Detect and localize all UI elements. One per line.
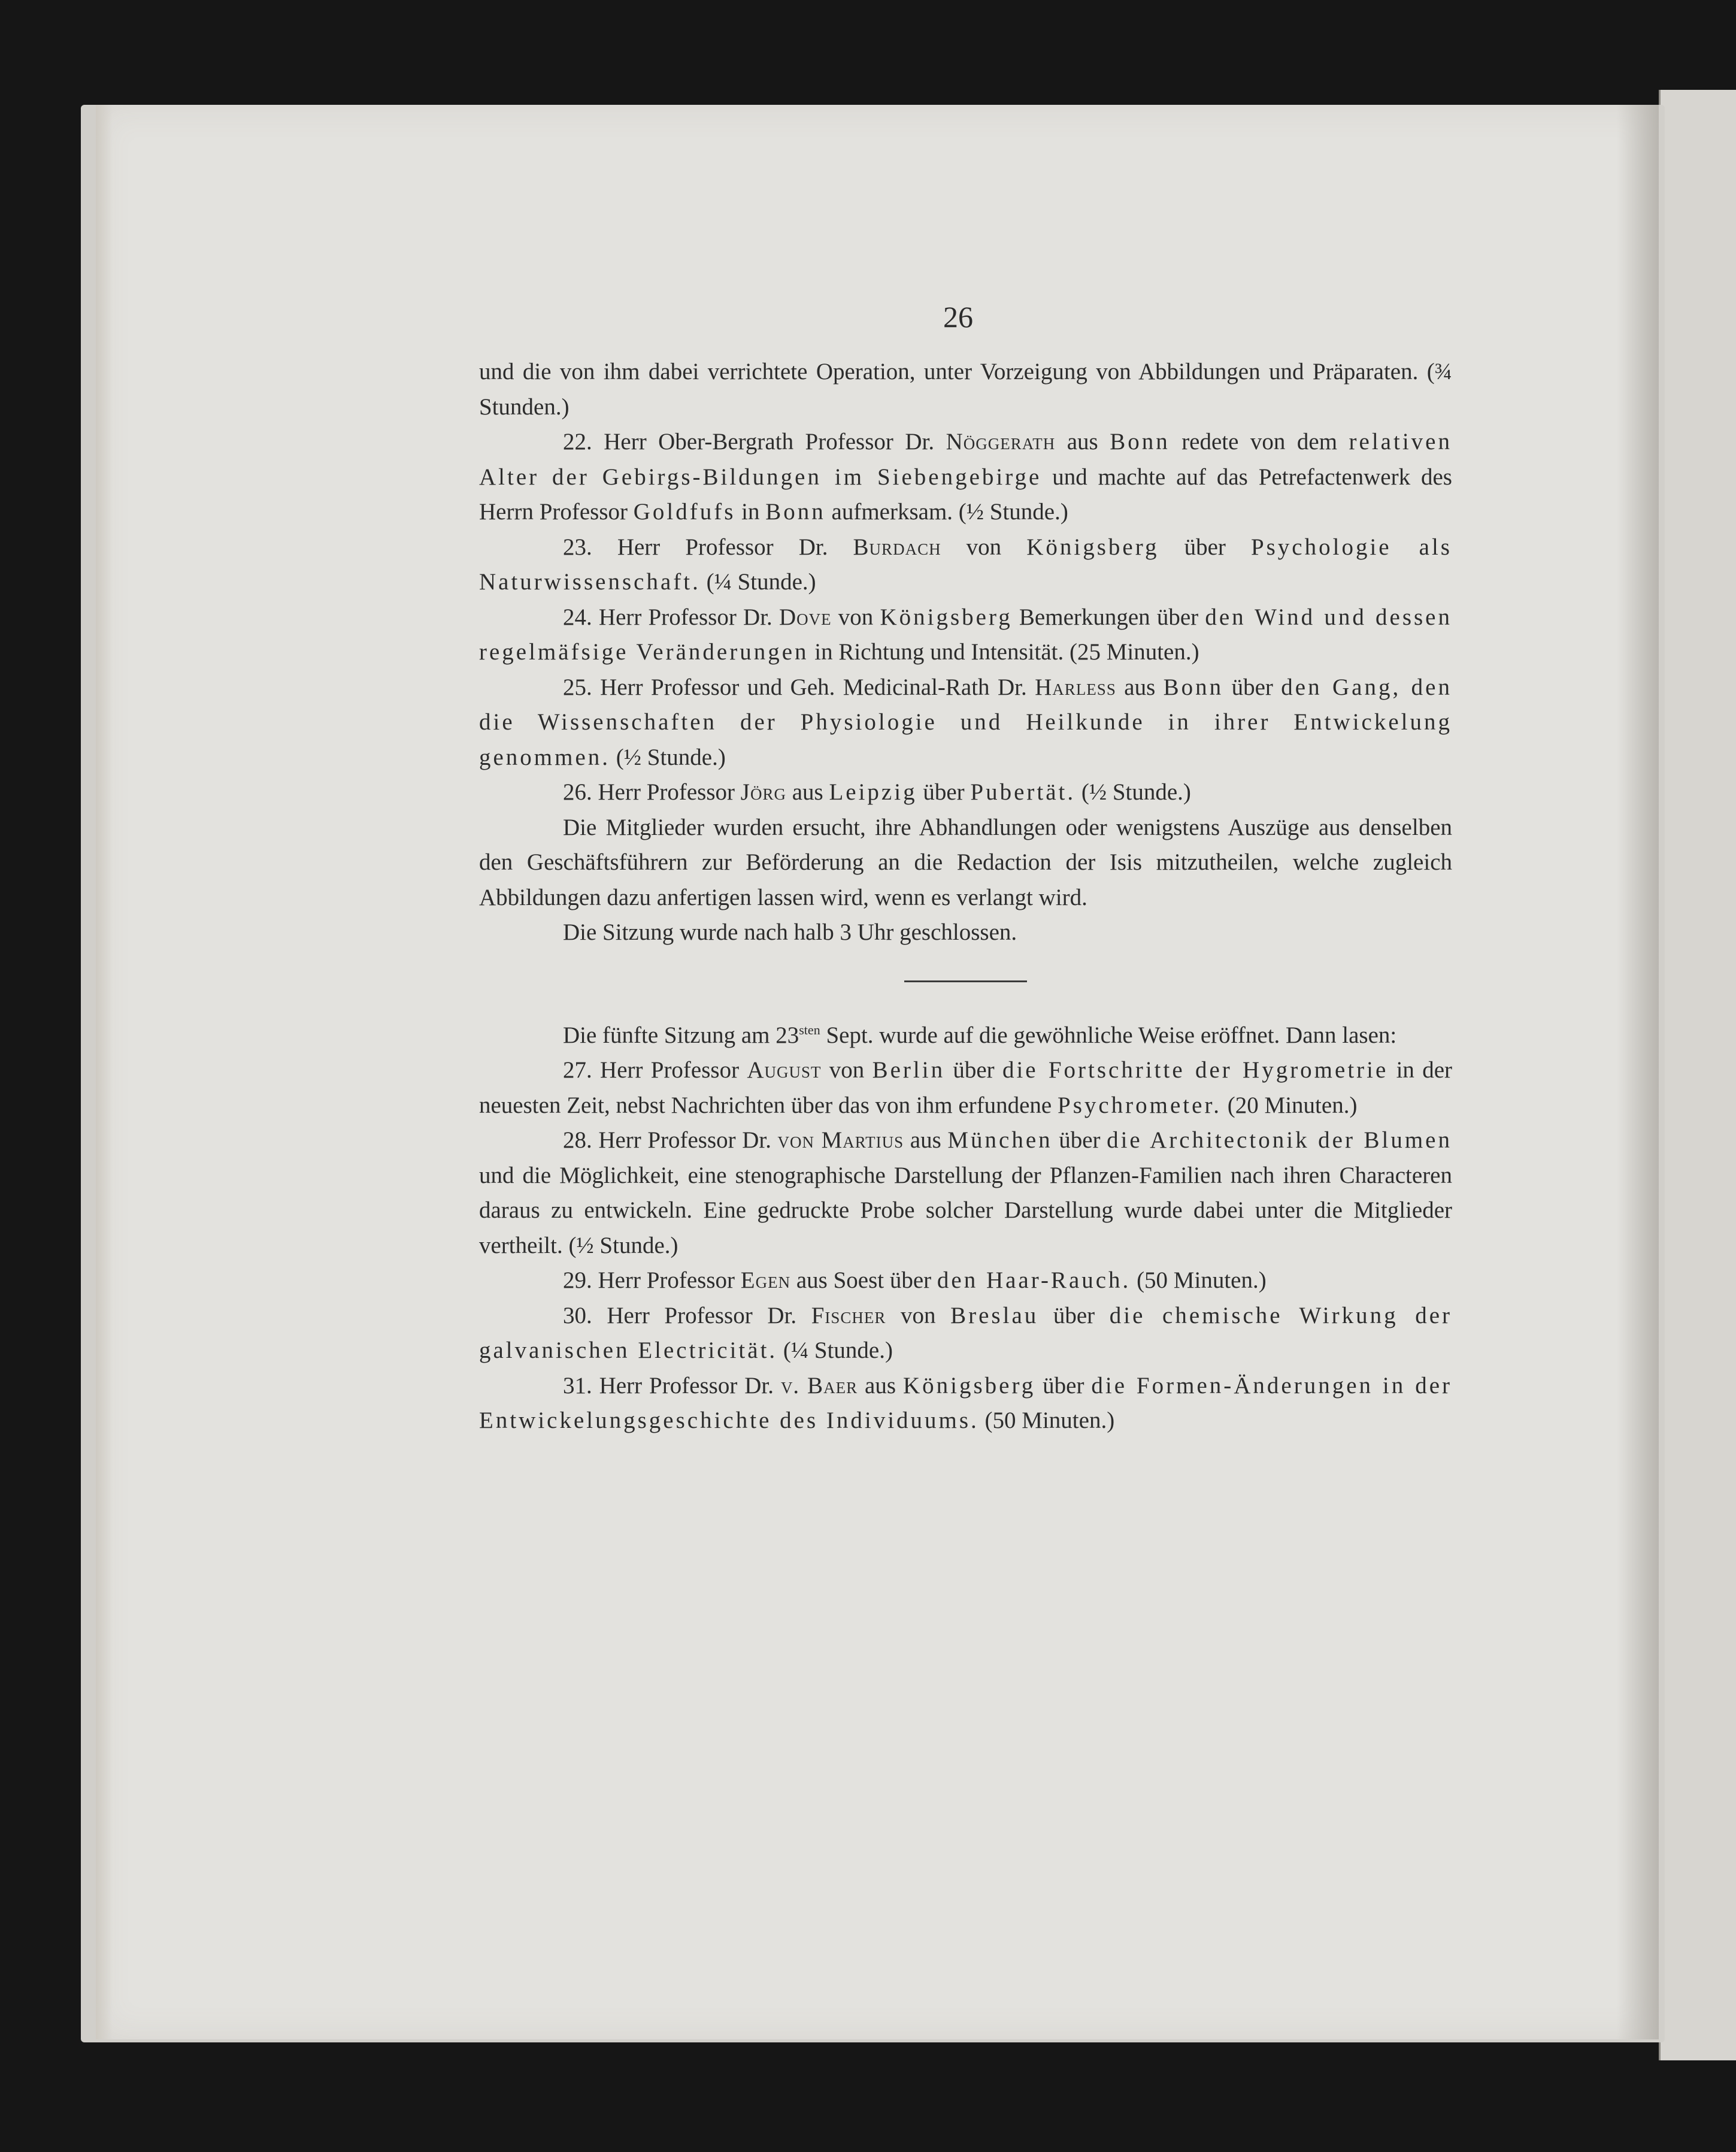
entry-29: 29. Herr Professor Egen aus Soest über den Haar-Rauch. (50 Minuten.) [563,1267,1267,1293]
facing-page-edge [1659,90,1736,2060]
speaker-name: Nöggerath [946,429,1056,455]
entry-23: 23. Herr Professor Dr. Burdach von Königsberg über Psychologie als Naturwissenschaft. (¼ Stunde.) [479,534,1452,595]
lecture-topic: den Gang, den die Wissenschaften der Physiologie und Heilkunde in ihrer Entwickelung genommen. [479,674,1452,770]
lecture-topic: den Haar-Rauch. [937,1267,1131,1293]
lecture-topic: die Fortschritte der Hygrometrie [1002,1057,1389,1083]
lecture-topic: den Wind und dessen regelmäfsige Veränderungen [479,604,1452,665]
page-number: 26 [943,300,973,334]
lecture-topic: die chemische Wirkung der galvanischen Electricität. [479,1302,1452,1363]
entry-24: 24. Herr Professor Dr. Dove von Königsberg Bemerkungen über den Wind und dessen regelmäfsige Veränderungen in Richtung und Intensität. (25 Minuten.) [479,604,1452,665]
entry-22: 22. Herr Ober-Bergrath Professor Dr. Nöggerath aus Bonn redete von dem relativen Alter der Gebirgs-Bildungen im Siebengebirge und machte auf das Petrefactenwerk des Herrn Professor Goldfufs in Bonn aufmerksam. (½ Stunde.) [479,429,1452,525]
closing-line: Die Sitzung wurde nach halb 3 Uhr geschlossen. [563,919,1017,945]
page-body [479,355,1452,1439]
lecture-topic: die Architectonik der Blumen [1107,1127,1452,1153]
speaker-name: August [747,1057,822,1083]
speaker-name: Fischer [811,1302,886,1328]
speaker-name: Egen [740,1267,791,1293]
speaker-name: Jörg [740,779,786,805]
speaker-name: von Martius [777,1127,904,1153]
entry-28: 28. Herr Professor Dr. von Martius aus München über die Architectonik der Blumen und die Möglichkeit, eine stenographische Darstellung der Pflanzen-Familien nach ihren Characteren daraus zu entwickeln. Eine gedruckte Probe solcher Darstellung wurde dabei unter die Mitglieder vertheilt. (½ Stunde.) [479,1127,1452,1258]
speaker-name: Harless [1035,674,1116,700]
lecture-topic: relativen Alter der Gebirgs-Bildungen im Siebengebirge [479,429,1452,490]
lecture-topic: die Formen-Änderungen in der Entwickelungsgeschichte des Individuums. [479,1372,1452,1433]
session-intro: Die fünfte Sitzung am $23^{sten}$ Sept. wurde auf die gewöhnliche Weise eröffnet. Dann lasen: [563,1022,1397,1048]
notice-paragraph: Die Mitglieder wurden ersucht, ihre Abhandlungen oder wenigstens Auszüge aus denselben den Geschäftsführern zur Beförderung an die Redaction der Isis mitzutheilen, welche zugleich Abbildungen dazu anfertigen lassen wird, wenn es verlangt wird. [479,814,1452,910]
entry-27: 27. Herr Professor August von Berlin über die Fortschritte der Hygrometrie in der neuesten Zeit, nebst Nachrichten über das von ihm erfundene Psychrometer. (20 Minuten.) [479,1057,1452,1118]
entry-26: 26. Herr Professor Jörg aus Leipzig über Pubertät. (½ Stunde.) [563,779,1191,805]
speaker-name: Burdach [853,534,941,560]
continuation-paragraph: und die von ihm dabei verrichtete Operation, unter Vorzeigung von Abbildungen und Präparaten. (¾ Stunden.) [479,359,1452,420]
lecture-topic: Pubertät. [970,779,1076,805]
lecture-topic: Psychologie als Naturwissenschaft. [479,534,1452,595]
entry-31: 31. Herr Professor Dr. v. Baer aus Königsberg über die Formen-Änderungen in der Entwickelungsgeschichte des Individuums. (50 Minuten.) [479,1372,1452,1433]
section-divider [904,980,1027,982]
speaker-name: Dove [778,604,832,630]
entry-30: 30. Herr Professor Dr. Fischer von Breslau über die chemische Wirkung der galvanischen Electricität. (¼ Stunde.) [479,1302,1452,1363]
speaker-name: v. Baer [780,1372,858,1399]
entry-25: 25. Herr Professor und Geh. Medicinal-Rath Dr. Harless aus Bonn über den Gang, den die Wissenschaften der Physiologie und Heilkunde in ihrer Entwickelung genommen. (½ Stunde.) [479,674,1452,770]
